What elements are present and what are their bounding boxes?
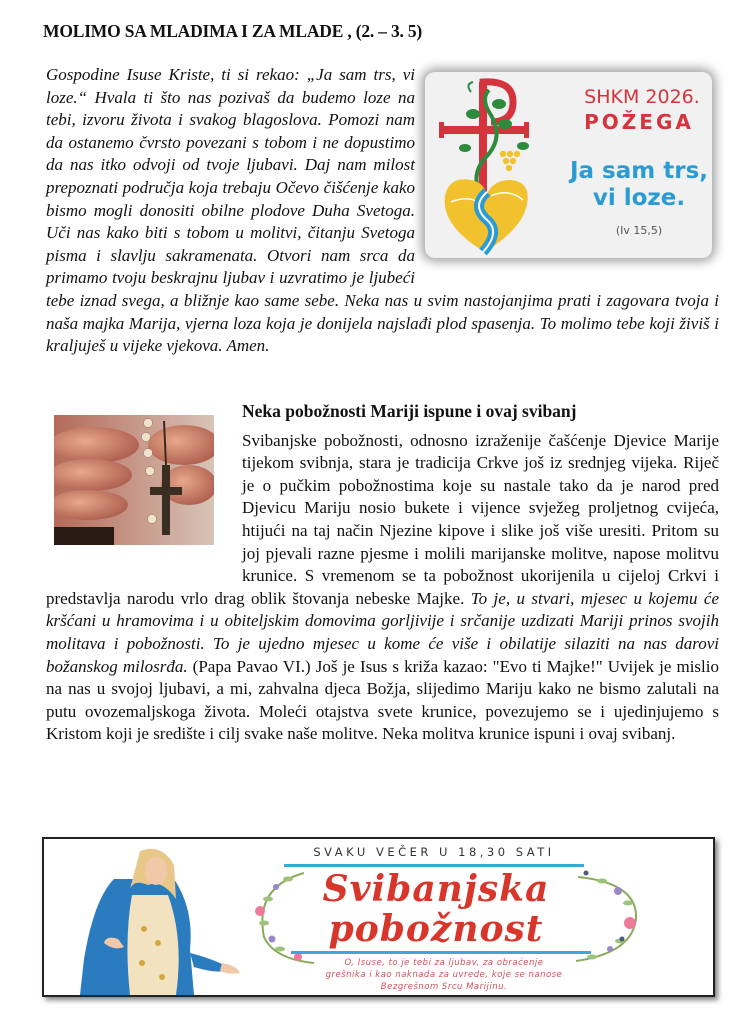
- rosary-hands-icon: [54, 415, 214, 545]
- article-para-2: (Papa Pavao VI.) Još je Isus s križa kazao: "Evo ti Majke!" Uvijek je mislio na nas u svojoj ljubavi, a mi, zahvalna djeca Božja, slijedimo Mariju kako ne bismo zalutali na putu ovozemaljskoga života. Moleći otajstva svete krunice, povezujemo se i ujedinjujemo s Kristom koji je središte i cilj svake naše molitve. Neka molitva krunice ispuni i ovaj svibanj.: [46, 656, 719, 744]
- shkm-logo-image: [425, 72, 712, 258]
- logo-reference: (Iv 15,5): [615, 224, 663, 237]
- banner-prayer-line1: O, Isuse, to je tebi za ljubav, za obraćenje: [344, 958, 544, 968]
- banner-rule-bottom: [291, 951, 591, 954]
- banner-rule-top: [284, 864, 584, 867]
- logo-motto: [559, 158, 712, 212]
- banner-prayer: [284, 957, 604, 993]
- banner-title: [266, 869, 606, 949]
- logo-city: POŽEGA: [584, 110, 694, 134]
- article-quote: To je, u stvari, mjesec u kojemu će kršćani u hramovima i u obiteljskim domovima gorljivije i srčanije uzdizati Mariji prinos svojih molitava i pobožnosti. To je ujedno mjesec u kome će više i obilatije silaziti na nas darovi božanskog milosrđa.: [46, 588, 719, 676]
- banner-prayer-line3: Bezgrešnom Srcu Marijinu.: [380, 982, 508, 992]
- logo-motto-line1: Ja sam trs,: [569, 158, 709, 184]
- virgin-mary-statue-icon: [44, 839, 274, 995]
- prayer-text: Gospodine Isuse Kriste, ti si rekao: „Ja sam trs, vi loze.“ Hvala ti što nas pozivaš da budemo loze na tebi, izvoru života i svakog blagoslova. Pomozi nam da ostanemo čvrsto povezani s tobom i ne dopustimo da nas itko odvoji od tvoje ljubavi. Daj nam milost prepoznati područja koja trebaju Očevo čišćenje kako bismo mogli donositi obilne plodove Duha Svetoga. Uči nas kako biti s tobom u molitvi, čitanju Svetoga pisma i slavlju sakramenata. Otvori nam srca da primamo tvoju beskrajnu ljubav i uzvratimo je ljubeći tebe iznad svega, a bližnje kao same sebe. Neka nas u svim nastojanjima prati i zagovara tvoja i naša majka Marija, vjerna loza koja je donijela najslađi plod spasenja. To molimo tebe koji živiš i kraljuješ u vijeke vjekova. Amen.: [46, 65, 719, 356]
- cross-vine-heart-icon: [431, 76, 571, 256]
- article-heading: Neka pobožnosti Mariji ispune i ovaj svibanj: [242, 401, 577, 421]
- banner-prayer-line2: grešnika i kao naknada za uvrede, koje se nanose: [325, 970, 563, 980]
- logo-event: SHKM 2026.: [584, 86, 700, 108]
- rosary-image: [54, 415, 214, 545]
- banner-title-line2: pobožnost: [328, 908, 544, 950]
- svibanjska-poboznost-banner: [42, 837, 715, 997]
- page-title: MOLIMO SA MLADIMA I ZA MLADE , (2. – 3. 5): [43, 21, 423, 41]
- banner-title-line1: Svibanjska: [322, 868, 550, 910]
- banner-schedule: SVAKU VEČER U 18,30 SATI: [313, 845, 555, 859]
- article-para-1: Svibanjske pobožnosti, odnosno izraženije čašćenje Djevice Marije tijekom svibnja, stara je tradicija Crkve još iz srednjeg vijeka. Riječ je o pučkim pobožnostima koje su nastale tako da je narod pred Djevicu Mariju nosio bukete i vijence svježeg proljetnog cvijeća, htijući na taj način Njezine kipove i slike još više uresiti. Pritom su joj pjevali razne pjesme i molili marijanske molitve, napose molitvu krunice. S vremenom se ta pobožnost ukorijenila u cijeloj Crkvi i predstavlja narodu vrlo drag oblik štovanja nebeske Majke.: [46, 430, 719, 608]
- logo-motto-line2: vi loze.: [592, 185, 686, 211]
